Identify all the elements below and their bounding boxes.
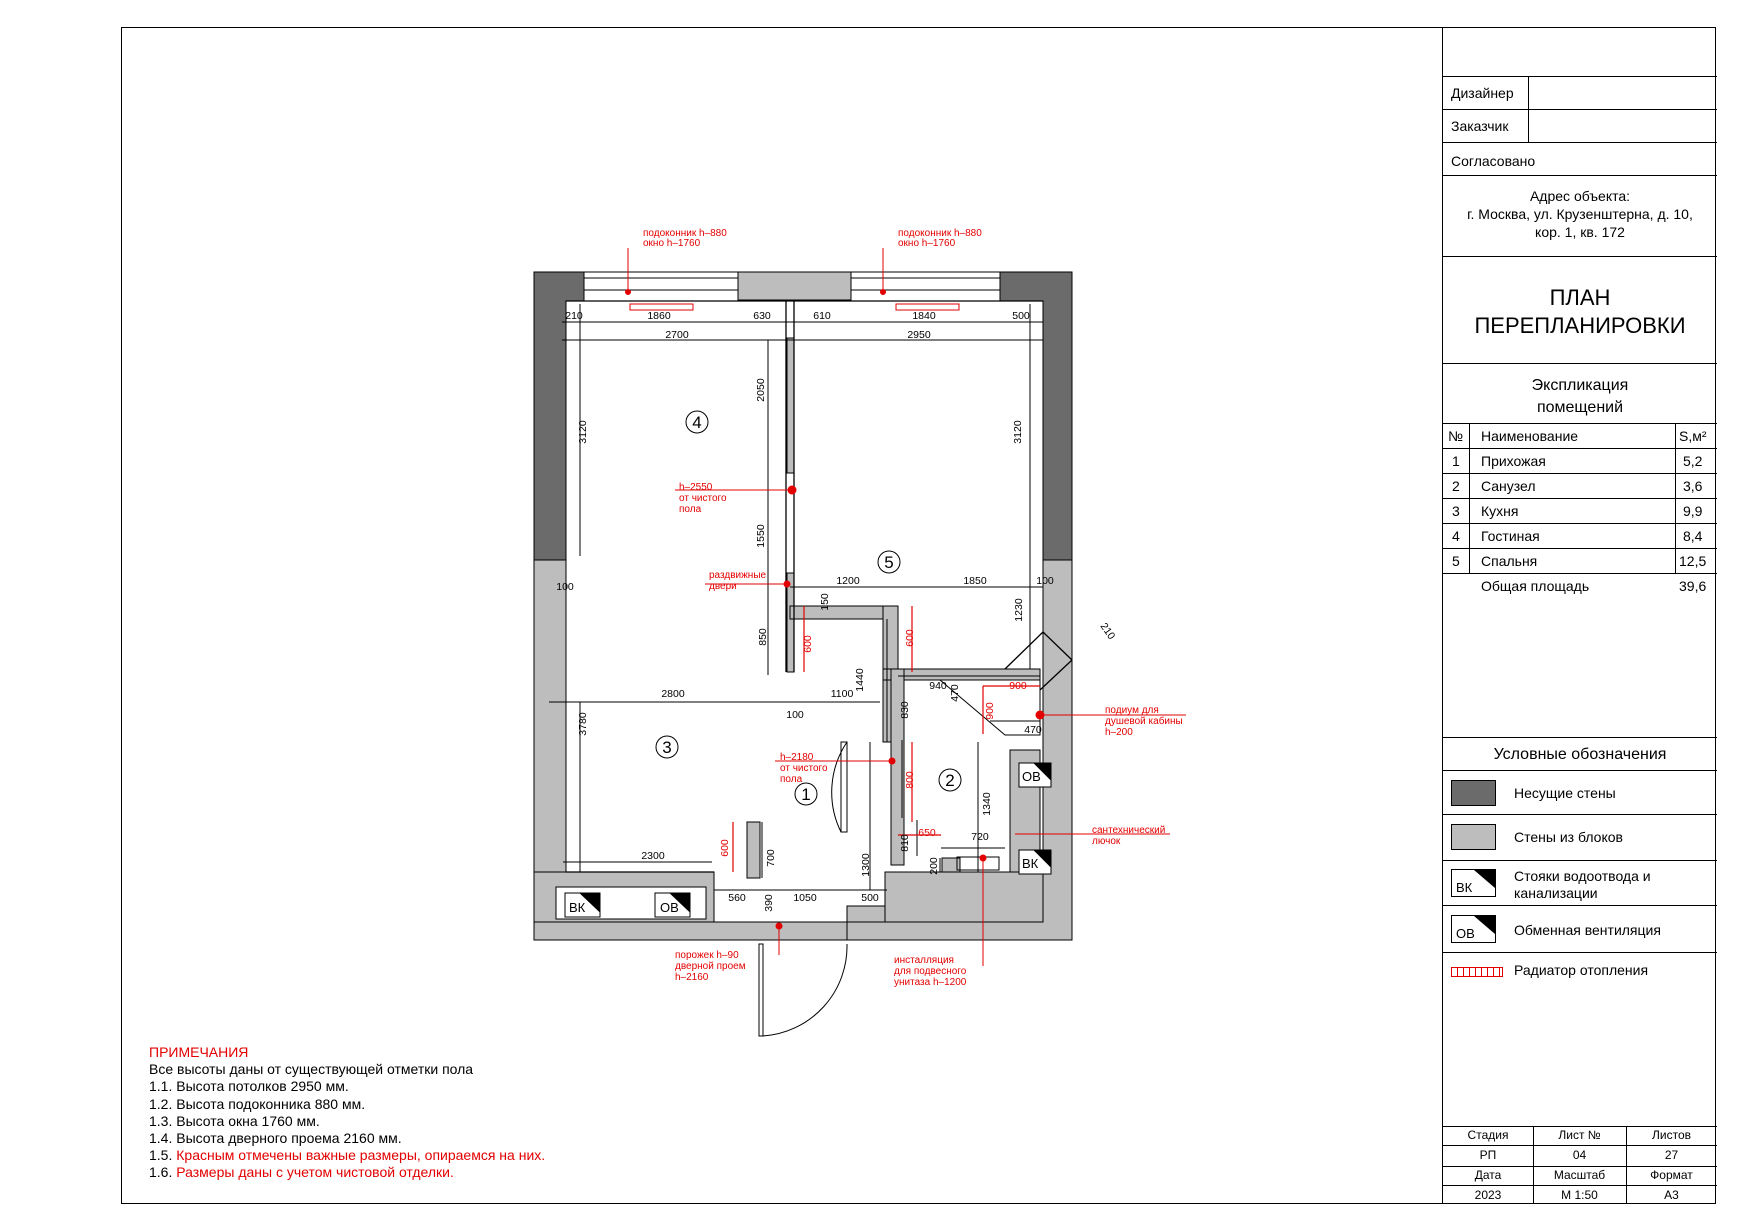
svg-text:2050: 2050 [755,378,767,402]
note-item: 1.4. Высота дверного проема 2160 мм. [149,1130,402,1147]
stamp-date: 2023 [1474,1188,1502,1202]
svg-text:390: 390 [763,894,775,912]
svg-text:1100: 1100 [830,688,854,700]
title-block [1442,27,1716,1204]
room-name: Прихожая [1481,453,1546,469]
svg-text:3780: 3780 [577,712,589,736]
stamp-date-header: Дата [1474,1168,1502,1182]
svg-text:подиум для: подиум для [1105,705,1159,716]
svg-text:унитаза h–1200: унитаза h–1200 [894,977,967,988]
svg-text:5: 5 [884,553,894,572]
room-name: Спальня [1481,553,1538,569]
customer-label: Заказчик [1451,118,1509,134]
room-num: 3 [1452,503,1460,519]
explication-title: Экспликация помещений [1531,377,1629,416]
legend-label: Радиатор отопления [1514,962,1649,978]
svg-text:800: 800 [904,771,916,789]
svg-text:подоконник h–880: подоконник h–880 [898,228,982,239]
stamp-format: А3 [1664,1188,1679,1202]
stamp-stage: РП [1479,1148,1497,1162]
notes-title: ПРИМЕЧАНИЯ [149,1044,249,1060]
svg-text:2: 2 [945,771,955,790]
svg-text:сантехнический: сантехнический [1092,825,1166,836]
legend-title: Условные обозначения [1493,746,1667,763]
room-name: Санузел [1481,478,1536,494]
svg-text:940: 940 [929,680,947,692]
room-num: 1 [1452,453,1460,469]
note-item: 1.1. Высота потолков 2950 мм. [149,1078,349,1095]
svg-text:630: 630 [753,310,771,322]
room-marker-5 [878,551,900,573]
walls-outline [566,300,1072,872]
room-marker-1 [795,783,817,805]
legend-label: Несущие стены [1514,785,1616,801]
svg-text:100: 100 [556,581,574,593]
svg-text:лючок: лючок [1092,836,1121,847]
svg-text:3120: 3120 [577,420,589,444]
svg-text:1340: 1340 [981,792,993,816]
total-area-value: 39,6 [1679,578,1707,594]
svg-text:100: 100 [1036,575,1054,587]
load-bearing-walls [534,272,1072,560]
svg-text:4: 4 [692,413,702,432]
col-name-header: Наименование [1481,428,1579,444]
svg-text:1300: 1300 [860,853,872,877]
svg-text:пола: пола [780,774,803,785]
svg-text:600: 600 [904,629,916,647]
sheet-title: ПЛАН ПЕРЕПЛАНИРОВКИ [1474,285,1686,338]
legend-radiator-icon [1451,967,1503,977]
room-num: 2 [1452,478,1460,494]
svg-text:душевой кабины: душевой кабины [1105,716,1183,727]
room-name: Кухня [1481,503,1519,519]
col-area-header: S,м² [1679,428,1707,444]
svg-text:1440: 1440 [854,668,866,692]
svg-text:1840: 1840 [912,310,936,322]
legend-vk-icon [1451,869,1496,897]
svg-text:560: 560 [728,892,746,904]
svg-text:500: 500 [861,892,879,904]
legend-label: Стены из блоков [1514,829,1623,845]
svg-text:500: 500 [1012,310,1030,322]
svg-text:600: 600 [802,635,814,653]
svg-text:210: 210 [1097,620,1118,642]
svg-text:подоконник h–880: подоконник h–880 [643,228,727,239]
svg-text:210: 210 [565,310,583,322]
total-area-label: Общая площадь [1481,578,1590,594]
svg-text:h–200: h–200 [1105,727,1133,738]
stamp-sheet: 04 [1572,1148,1587,1162]
svg-text:1550: 1550 [755,524,767,548]
room-name: Гостиная [1481,528,1540,544]
dimension-lines [549,304,1043,890]
room-marker-4 [686,411,708,433]
svg-text:h–2160: h–2160 [675,972,709,983]
note-item: 1.5. Красным отмечены важные размеры, опираемся на них. [149,1147,546,1164]
stamp-stage-header: Стадия [1467,1128,1509,1142]
svg-text:720: 720 [971,831,989,843]
svg-text:2300: 2300 [641,850,665,862]
svg-text:двери: двери [709,581,737,592]
key-dimension-texts [719,629,1027,857]
block-walls [534,272,1072,940]
stamp-scale-header: Масштаб [1553,1168,1606,1182]
svg-text:900: 900 [984,702,996,720]
room-marker-3 [656,736,678,758]
svg-text:150: 150 [819,593,831,611]
svg-text:ОВ: ОВ [1456,926,1475,941]
svg-text:1050: 1050 [793,892,817,904]
legend-label: Обменная вентиляция [1514,922,1661,938]
svg-text:470: 470 [949,684,961,702]
stamp-scale: М 1:50 [1561,1188,1598,1202]
address: Адрес объекта: г. Москва, ул. Крузенштерна, д. 10, кор. 1, кв. 172 [1467,188,1693,240]
ov-label: ОВ [660,900,679,915]
svg-text:2700: 2700 [665,329,689,341]
note-item: 1.3. Высота окна 1760 мм. [149,1112,320,1129]
room-marker-2 [939,769,961,791]
svg-text:100: 100 [786,709,804,721]
vk-label: ВК [569,900,586,915]
svg-text:раздвижные: раздвижные [709,570,767,581]
svg-text:дверной проем: дверной проем [675,961,746,972]
svg-text:3120: 3120 [1012,420,1024,444]
svg-text:пола: пола [679,504,702,515]
ov-label-2: ОВ [1022,769,1041,784]
vk-label-2: ВК [1022,856,1039,871]
leader-lines [626,248,1187,966]
room-num: 4 [1452,528,1460,544]
room-num: 5 [1452,553,1460,569]
stamp-sheets-header: Листов [1652,1128,1691,1142]
svg-text:для подвесного: для подвесного [894,966,967,977]
svg-text:3: 3 [662,738,672,757]
notes-block [149,1044,545,1182]
svg-text:порожек h–90: порожек h–90 [675,950,739,961]
room-area: 8,4 [1683,528,1703,544]
svg-text:830: 830 [899,701,911,719]
note-item: 1.2. Высота подоконника 880 мм. [149,1095,366,1112]
svg-text:1230: 1230 [1013,598,1025,622]
legend-ov-icon [1451,915,1496,943]
svg-text:1850: 1850 [963,575,987,587]
svg-text:2800: 2800 [661,688,685,700]
legend-label: Стояки водоотвода и канализации [1514,868,1651,901]
legend-swatch-blocks [1451,824,1496,850]
svg-text:окно h–1760: окно h–1760 [643,238,701,249]
svg-text:610: 610 [813,310,831,322]
notes-intro: Все высоты даны от существующей отметки пола [149,1061,474,1078]
legend-swatch-load-bearing [1451,780,1496,806]
svg-text:от чистого: от чистого [679,493,727,504]
svg-text:h–2180: h–2180 [780,752,814,763]
room-area: 12,5 [1679,553,1707,569]
svg-text:окно h–1760: окно h–1760 [898,238,956,249]
col-num-header: № [1448,428,1464,444]
svg-text:1860: 1860 [647,310,671,322]
svg-text:1200: 1200 [836,575,860,587]
stamp-format-header: Формат [1650,1168,1693,1182]
svg-text:650: 650 [918,827,936,839]
svg-text:700: 700 [765,849,777,867]
note-item: 1.6. Размеры даны с учетом чистовой отделки. [149,1164,454,1181]
svg-text:h–2550: h–2550 [679,482,713,493]
stamp-sheet-header: Лист № [1558,1128,1601,1142]
room-area: 9,9 [1683,503,1703,519]
svg-text:470: 470 [1024,724,1042,736]
svg-text:600: 600 [719,839,731,857]
svg-text:900: 900 [1009,680,1027,692]
svg-text:850: 850 [757,628,769,646]
svg-text:1: 1 [801,785,811,804]
svg-text:810: 810 [899,834,911,852]
designer-label: Дизайнер [1451,85,1514,101]
room-area: 5,2 [1683,453,1703,469]
room-area: 3,6 [1683,478,1703,494]
svg-text:200: 200 [928,857,940,875]
svg-text:от чистого: от чистого [780,763,828,774]
approved-label: Согласовано [1451,153,1536,169]
stamp-sheets: 27 [1664,1148,1679,1162]
svg-text:2950: 2950 [907,329,931,341]
svg-text:ВК: ВК [1456,880,1473,895]
svg-text:инсталляция: инсталляция [894,955,954,966]
